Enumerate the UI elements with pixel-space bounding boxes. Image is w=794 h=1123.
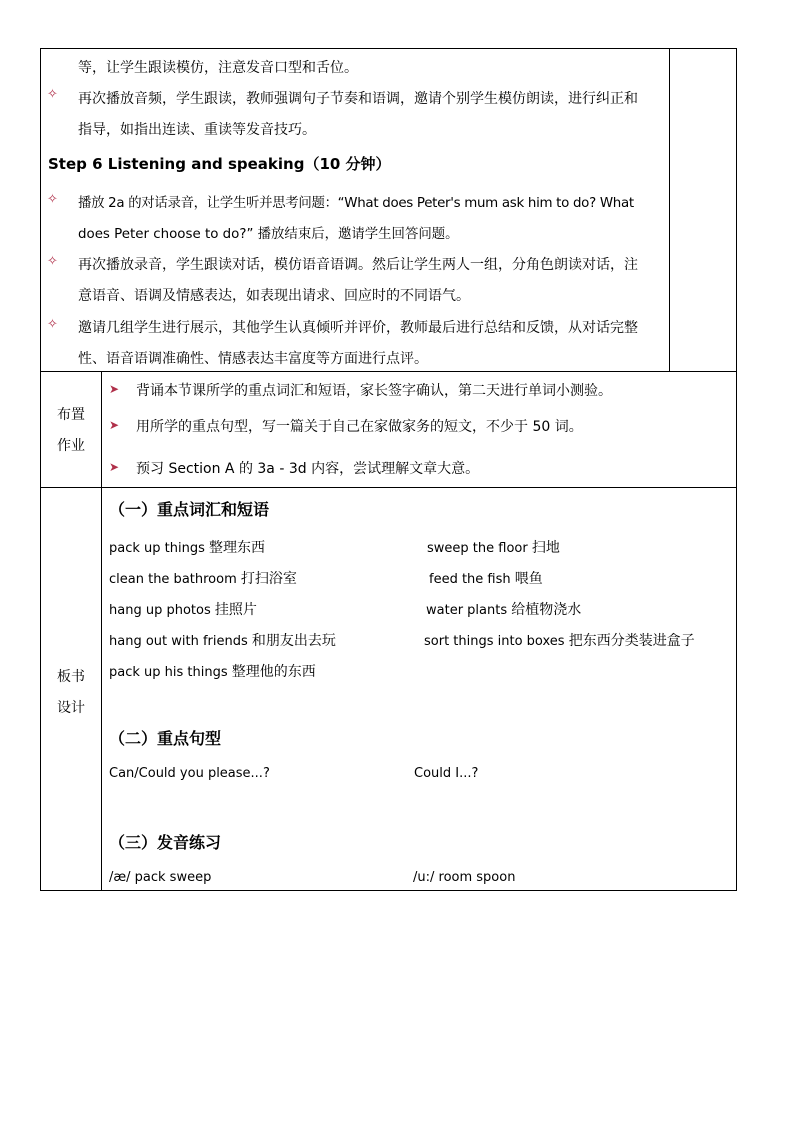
vocab-en: clean the bathroom xyxy=(109,572,237,587)
homework-label: 布置 xyxy=(57,407,85,423)
vocab-en: hang up photos xyxy=(109,603,211,618)
pattern-section-title: （二）重点句型 xyxy=(109,729,222,748)
vocab-item xyxy=(429,568,543,588)
column-divider-top xyxy=(669,49,670,371)
step6-heading: Step 6 Listening and speaking（10 分钟） xyxy=(48,155,391,173)
vocab-zh: 挂照片 xyxy=(214,602,257,618)
row-divider-1 xyxy=(41,371,736,372)
vocab-zh: 和朋友出去玩 xyxy=(251,633,336,649)
arrow-bullet-icon: ➤ xyxy=(109,460,120,474)
phonics-item: /æ/ pack sweep xyxy=(109,870,212,885)
vocab-zh: 整理东西 xyxy=(209,540,266,556)
diamond-bullet-icon: ✧ xyxy=(47,192,58,207)
vocab-en: hang out with friends xyxy=(109,634,248,649)
vocab-item xyxy=(109,537,265,557)
vocab-en: pack up things xyxy=(109,541,205,556)
vocab-zh: 喂鱼 xyxy=(514,571,543,587)
bullet-text: 播放 2a 的对话录音，让学生听并思考问题：“What does Peter's mum ask him to do? What xyxy=(78,196,634,211)
diamond-bullet-icon: ✧ xyxy=(47,87,58,102)
vocab-zh: 扫地 xyxy=(531,540,560,556)
vocab-zh: 给植物浇水 xyxy=(511,602,582,618)
bullet-text: 邀请几组学生进行展示，其他学生认真倾听并评价，教师最后进行总结和反馈，从对话完整 xyxy=(78,320,638,336)
vocab-item xyxy=(109,630,336,650)
row-divider-2 xyxy=(41,487,736,488)
vocab-item xyxy=(109,599,257,619)
homework-item: 用所学的重点句型，写一篇关于自己在家做家务的短文，不少于 50 词。 xyxy=(136,419,583,435)
vocab-item xyxy=(426,599,581,619)
vocab-section-title: （一）重点词汇和短语 xyxy=(109,500,270,519)
vocab-zh: 把东西分类装进盒子 xyxy=(568,633,695,649)
arrow-bullet-icon: ➤ xyxy=(109,418,120,432)
vocab-en: sweep the floor xyxy=(427,541,528,556)
lesson-table xyxy=(40,48,737,891)
homework-label: 作业 xyxy=(57,438,85,454)
vocab-en: pack up his things xyxy=(109,665,228,680)
phonics-item: /u:/ room spoon xyxy=(413,870,516,885)
continued-text: 等，让学生跟读模仿，注意发音口型和舌位。 xyxy=(78,60,358,76)
bullet-text: 意语音、语调及情感表达，如表现出请求、回应时的不同语气。 xyxy=(78,288,470,304)
homework-item: 背诵本节课所学的重点词汇和短语，家长签字确认，第二天进行单词小测验。 xyxy=(136,383,612,399)
pattern-item: Could I...? xyxy=(414,766,479,781)
vocab-en: feed the fish xyxy=(429,572,511,587)
vocab-en: sort things into boxes xyxy=(424,634,565,649)
phonics-section-title: （三）发音练习 xyxy=(109,833,222,852)
diamond-bullet-icon: ✧ xyxy=(47,317,58,332)
vocab-item xyxy=(109,661,316,681)
bullet-text: 指导，如指出连读、重读等发音技巧。 xyxy=(78,122,316,138)
pattern-item: Can/Could you please...? xyxy=(109,766,270,781)
bullet-text: does Peter choose to do?” 播放结束后，邀请学生回答问题。 xyxy=(78,227,459,242)
homework-item: 预习 Section A 的 3a - 3d 内容，尝试理解文章大意。 xyxy=(136,461,480,477)
vocab-item xyxy=(109,568,297,588)
vocab-en: water plants xyxy=(426,603,508,618)
bullet-text: 再次播放录音，学生跟读对话，模仿语音语调。然后让学生两人一组，分角色朗读对话，注 xyxy=(78,257,638,273)
vocab-item xyxy=(427,537,560,557)
bullet-text: 再次播放音频，学生跟读，教师强调句子节奏和语调，邀请个别学生模仿朗读，进行纠正和 xyxy=(78,91,638,107)
vocab-zh: 打扫浴室 xyxy=(240,571,297,587)
arrow-bullet-icon: ➤ xyxy=(109,382,120,396)
label-column-divider xyxy=(101,371,102,890)
vocab-zh: 整理他的东西 xyxy=(231,664,316,680)
diamond-bullet-icon: ✧ xyxy=(47,254,58,269)
board-label: 设计 xyxy=(57,700,85,716)
board-label: 板书 xyxy=(57,669,85,685)
vocab-item xyxy=(424,630,695,650)
bullet-text: 性、语音语调准确性、情感表达丰富度等方面进行点评。 xyxy=(78,351,428,367)
